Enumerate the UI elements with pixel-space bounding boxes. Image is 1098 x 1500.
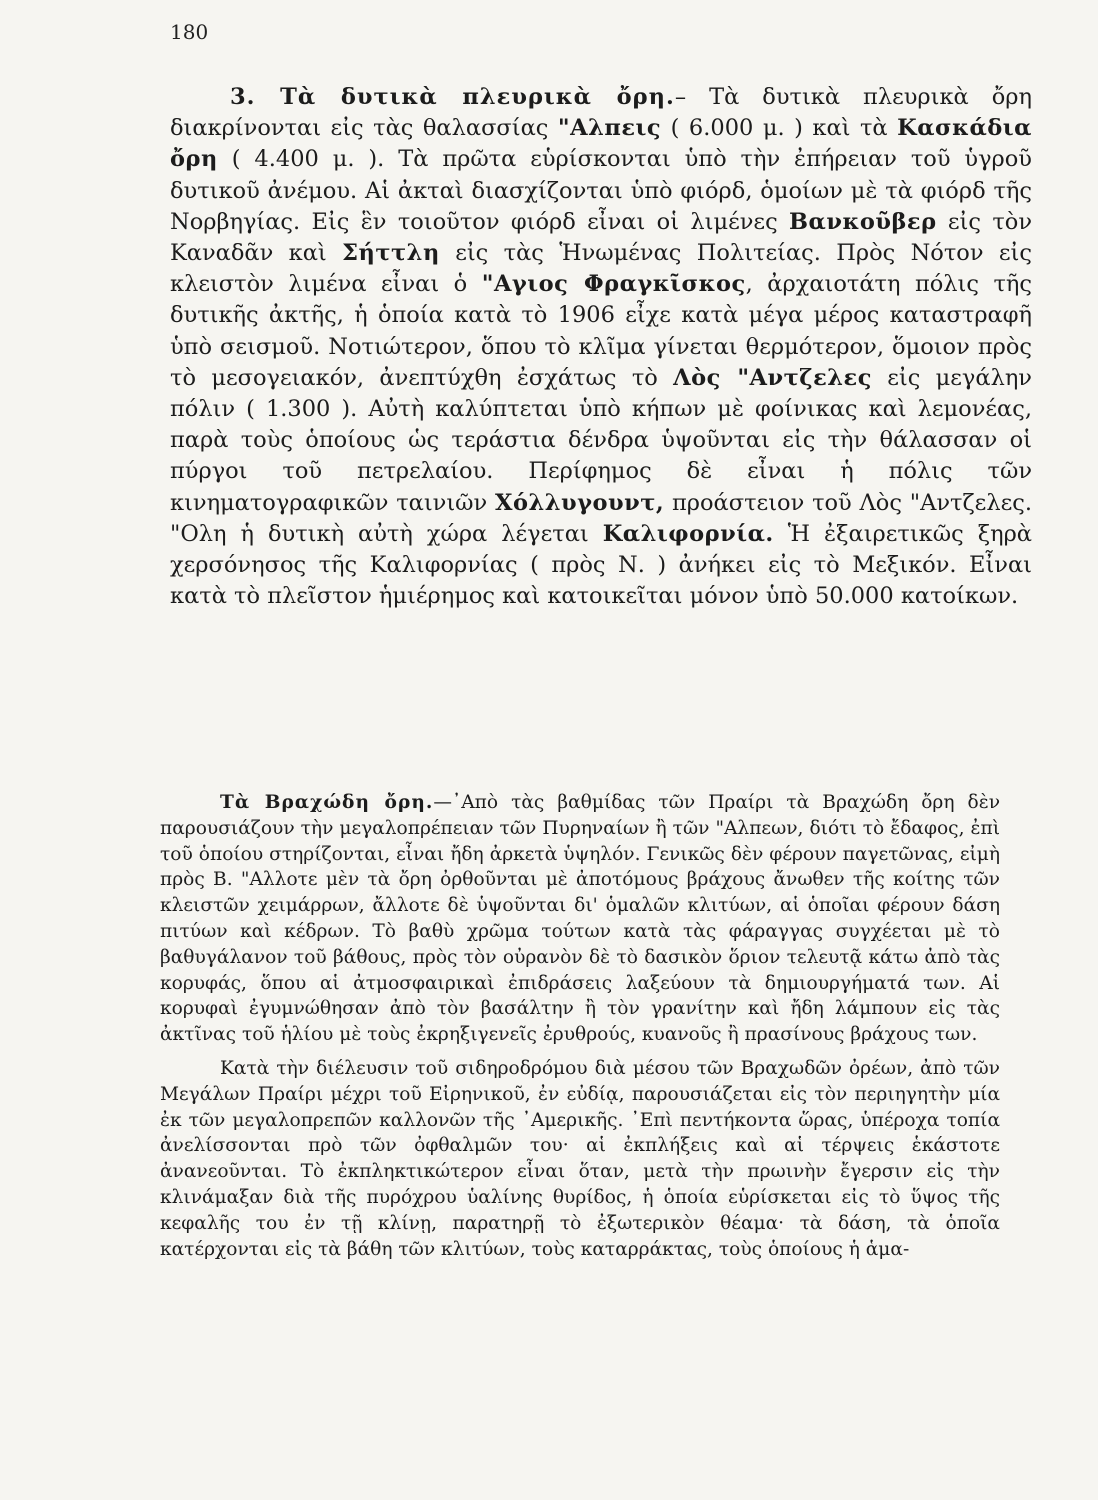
- page-number: 180: [170, 20, 209, 44]
- body-text: ( 4.400 μ. ). Τὰ πρῶτα εὑρίσκονται ὑπὸ τὴν ἐπήρειαν τοῦ ὑγροῦ δυτικοῦ ἀνέμου. Αἱ ἀκταὶ διασχίζονται ὑπὸ φιόρδ, ὁμοίων μὲ τὰ φιόρδ τῆς Νορβηγίας. Εἰς ἓν τοιοῦτον φιόρδ εἶναι οἱ λιμένες: [170, 146, 1032, 235]
- paragraph-western-ranges: [170, 82, 1032, 612]
- body-text: ( 6.000 μ. ) καὶ τὰ: [661, 115, 898, 142]
- body-text: εἰς μεγάλην πόλιν ( 1.300 ). Αὐτὴ καλύπτεται ὑπὸ κήπων μὲ φοίνικας καὶ λεμονέας, παρὰ τοὺς ὁποίους ὡς τεράστια δένδρα ὑψοῦνται εἰς τὴν θάλασσαν οἱ πύργοι τοῦ πετρελαίου. Περίφημος δὲ εἶναι ἡ πόλις τῶν κινηματογραφικῶν ταινιῶν: [170, 364, 1032, 516]
- paragraph-railway-journey: [160, 1056, 1000, 1262]
- body-text: Ἡ ἐξαιρετικῶς ξηρὰ χερσόνησος τῆς Καλιφορνίας ( πρὸς Ν. ) ἀνήκει εἰς τὸ Μεξικόν. Εἶναι κατὰ τὸ πλεῖστον ἡμιέρημος καὶ κατοικεῖται μόνον ὑπὸ 50.000 κατοίκων.: [170, 520, 1032, 610]
- subsection-heading: Τὰ Βραχώδη ὄρη.: [220, 792, 434, 813]
- body-text: εἰς τὰς Ἡνωμένας Πολιτείας. Πρὸς Νότον εἰς κλειστὸν λιμένα εἶναι ὁ: [170, 240, 1032, 298]
- section-rocky-mountains: [160, 790, 1000, 1262]
- body-text: , ἀρχαιοτάτη πόλις τῆς δυτικῆς ἀκτῆς, ἡ ὁποία κατὰ τὸ 1906 εἶχε κατὰ μέγα μέρος καταστραφῆ ὑπὸ σεισμοῦ. Νοτιώτερον, ὅπου τὸ κλῖμα γίνεται θερμότερον, ὅμοιον πρὸς τὸ μεσογειακόν, ἀνεπτύχθη ἐσχάτως τὸ: [170, 271, 1032, 391]
- body-text: Κατὰ τὴν διέλευσιν τοῦ σιδηροδρόμου διὰ μέσου τῶν Βραχωδῶν ὀρέων, ἀπὸ τῶν Μεγάλων Πραίρι μέχρι τοῦ Εἰρηνικοῦ, ἐν εὐδίᾳ, παρουσιάζεται εἰς τὸν περιηγητὴν μία ἐκ τῶν μεγαλοπρεπῶν καλλονῶν τῆς ᾿Αμερικῆς. ᾿Επὶ πεντήκοντα ὥρας, ὑπέροχα τοπία ἀνελίσσονται πρὸ τῶν ὀφθαλμῶν του· αἱ ἐκπλήξεις καὶ αἱ τέρψεις ἑκάστοτε ἀνανεοῦνται. Τὸ ἐκπληκτικώτερον εἶναι ὅταν, μετὰ τὴν πρωινὴν ἔγερσιν εἰς τὴν κλινάμαξαν διὰ τῆς πυρόχρου ὑαλίνης θυρίδος, ἡ ὁποία εὑρίσκεται εἰς τὸ ὕψος τῆς κεφαλῆς του ἐν τῇ κλίνῃ, παρατηρῇ τὸ ἐξωτερικὸν θέαμα· τὰ δάση, τὰ ὁποῖα κατέρχονται εἰς τὰ βάθη τῶν κλιτύων, τοὺς καταρράκτας, τοὺς ὁποίους ἡ ἁμα-: [160, 1057, 1000, 1260]
- section-heading: 3. Τὰ δυτικὰ πλευρικὰ ὄρη.: [230, 84, 675, 110]
- place-name-los-angeles: Λὸς "Αντζελες: [673, 364, 872, 391]
- place-name-vancouver: Βανκοῦβερ: [789, 208, 937, 235]
- body-text: προάστειον τοῦ Λὸς "Αντζελες. "Ολη ἡ δυτικὴ αὐτὴ χώρα λέγεται: [170, 489, 1032, 547]
- place-name-california: Καλιφορνία.: [602, 520, 774, 547]
- place-name-hollywood: Χόλλυγουντ,: [495, 489, 665, 516]
- place-name-cascades: Κασκάδια ὄρη: [170, 115, 1032, 173]
- body-text: εἰς τὸν Καναδᾶν καὶ: [170, 208, 1032, 267]
- place-name-seattle: Σήττλη: [342, 240, 440, 267]
- body-text: – Τὰ δυτικὰ πλευρικὰ ὄρη διακρίνονται εἰς τὰς θαλασσίας: [170, 84, 1032, 142]
- section-western-ranges: [170, 82, 1032, 612]
- place-name-san-francisco: "Αγιος Φραγκῖσκος: [481, 271, 746, 298]
- body-text: —᾿Απὸ τὰς βαθμίδας τῶν Πραίρι τὰ Βραχώδη ὄρη δὲν παρουσιάζουν τὴν μεγαλοπρέπειαν τῶν Πυρηναίων ἢ τῶν "Αλπεων, διότι τὸ ἔδαφος, ἐπὶ τοῦ ὁποίου στηρίζονται, εἶναι ἤδη ἀρκετὰ ὑψηλόν. Γενικῶς δὲν φέρουν παγετῶνας, εἰμὴ πρὸς Β. "Αλλοτε μὲν τὰ ὄρη ὀρθοῦνται μὲ ἀποτόμους βράχους ἄνωθεν τῆς κοίτης τῶν κλειστῶν χειμάρρων, ἄλλοτε δὲ ὑψοῦνται δι' ὁμαλῶν κλιτύων, αἱ ὁποῖαι φέρουν δάση πιτύων καὶ κέδρων. Τὸ βαθὺ χρῶμα τούτων κατὰ τὰς φάραγγας συγχέεται μὲ τὸ βαθυγάλανον τοῦ βάθους, πρὸς τὸν οὐρανὸν δὲ τὸ δασικὸν ὅριον τελευτᾷ κάτω ἀπὸ τὰς κορυφάς, ὅπου αἱ ἀτμοσφαιρικαὶ ἐπιδράσεις λαξεύουν τὰ δημιουργήματά των. Αἱ κορυφαὶ ἐγυμνώθησαν ἀπὸ τὸν βασάλτην ἢ τὸν γρανίτην καὶ ἤδη λάμπουν εἰς τὰς ἀκτῖνας τοῦ ἡλίου μὲ τοὺς ἐκρηξιγενεῖς ἐρυθρούς, κυανοῦς ἢ πρασίνους βράχους των.: [160, 792, 1000, 1046]
- place-name-alps: "Αλπεις: [557, 115, 662, 142]
- paragraph-rocky-mountains: [160, 790, 1000, 1048]
